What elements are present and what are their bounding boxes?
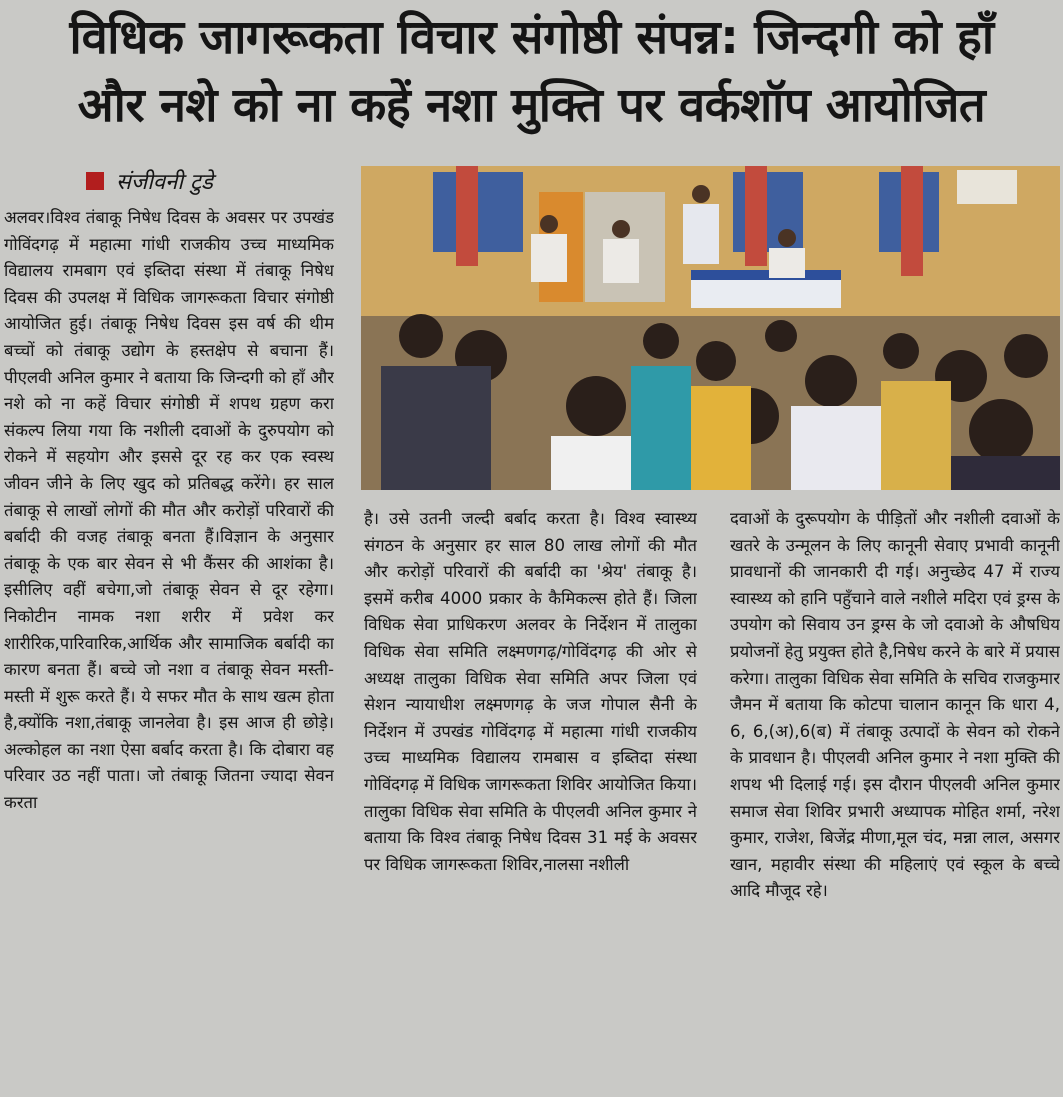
article-column-1: अलवर।विश्व तंबाकू निषेध दिवस के अवसर पर उपखंड गोविंदगढ़ में महात्मा गांधी राजकीय उच्च माध्यमिक विद्यालय रामबाग एवं इब्तिदा संस्था में तंबाकू निषेध दिवस की उपलक्ष में विधिक जागरूकता विचार संगोष्ठी आयोजित हुई। तंबाकू निषेध दिवस इस वर्ष की थीम बच्चों को तंबाकू उद्योग के हस्तक्षेप से बचाना हैं। पीएलवी अनिल कुमार ने बताया कि जिन्दगी को हाँ और नशे को ना कहें विचार संगोष्ठी में शपथ ग्रहण करा संकल्प लिया गया कि नशीली दवाओं के दुरुपयोग को रोकने में सहयोग और इससे दूर रह कर एक स्वस्थ जीवन जीने के लिए खुद को प्रतिबद्ध करेंगे। हर साल तंबाकू से लाखों लोगों की मौत और करोड़ों परिवारों की बर्बादी की वजह तंबाकू बनता हैं।विज्ञान के अनुसार तंबाकू के एक बार सेवन से भी कैंसर की आशंका है। इसीलिए वहीं बचेगा,जो तंबाकू सेवन से दूर रहेगा। निकोटीन नामक नशा शरीर में प्रवेश कर शारीरिक,पारिवारिक,आर्थिक और सामाजिक बर्बादी का कारण बनता हैं। बच्चे जो नशा व तंबाकू सेवन मस्ती-मस्ती में शुरू करते हैं। ये सफर मौत के साथ खत्म होता है,क्योंकि नशा,तंबाकू जानलेवा है। इस आज ही छोड़े। अल्कोहल का नशा ऐसा बर्बाद करता है। कि दोबारा वह परिवार उठ नहीं पाता। जो तंबाकू जितना ज्यादा सेवन करता — [4, 208, 334, 813]
headline-line-2: और नशे को ना कहें नशा मुक्ति पर वर्कशॉप आयोजित — [77, 78, 986, 133]
headline — [0, 0, 1063, 150]
article-column-3: दवाओं के दुरूपयोग के पीड़ितों और नशीली दवाओं के खतरे के उन्मूलन के लिए कानूनी सेवाए प्रभावी कानूनी प्रावधानों की जानकारी दी गई। अनुच्छेद 47 में राज्य स्वास्थ्य को हानि पहुँचाने वाले नशीले मदिरा एवं ड्रग्स के उपयोग को सिवाय उन ड्रग्स के जो दवाओ के औषधिय प्रयोजनों हेतु प्रयुक्त होते है,निषेध करने के बारे में प्रयास करेगा। तालुका विधिक सेवा समिति के सचिव राजकुमार जैमन में बताया कि कोटपा चालान कानून कि धारा 4, 6, 6,(अ),6(ब) में तंबाकू उत्पादों के सेवन को रोकने के प्रावधान है। पीएलवी अनिल कुमार ने नशा मुक्ति की शपथ भी दिलाई गई। इस दौरान पीएलवी अनिल कुमार समाज सेवा शिविर प्रभारी अध्यापक मोहित शर्मा, नरेश कुमार, राजेश, बिजेंद्र मीणा,मूल चंद, मन्ना लाल, असगर खान, महावीर संस्था की महिलाएं एवं स्कूल के बच्चे आदि मौजूद रहे। — [730, 509, 1060, 901]
event-photo — [361, 166, 1060, 490]
headline-line-1: विधिक जागरूकता विचार संगोष्ठी संपन्न: जिन्दगी को हाँ — [69, 10, 994, 65]
byline — [86, 166, 213, 196]
article-column-2: है। उसे उतनी जल्दी बर्बाद करता है। विश्व स्वास्थ्य संगठन के अनुसार हर साल 80 लाख लोगों की मौत और करोड़ों परिवारों की बर्बादी का 'श्रेय' तंबाकू है। इसमें करीब 4000 प्रकार के कैमिकल्स होते हैं। जिला विधिक सेवा प्राधिकरण अलवर के निर्देशन में तालुका विधिक सेवा समिति लक्ष्मणगढ़/गोविंदगढ़ की ओर से अध्यक्ष तालुका विधिक सेवा समिति अपर जिला एवं सेशन न्यायाधीश लक्ष्मणगढ़ के जज गोपाल सैनी के निर्देशन में उपखंड गोविंदगढ़ में महात्मा गांधी राजकीय उच्च माध्यमिक विद्यालय रामबास व इब्तिदा संस्था गोविंदगढ़ में विधिक जागरूकता शिविर आयोजित किया। तालुका विधिक सेवा समिति के पीएलवी अनिल कुमार ने बताया कि विश्व तंबाकू निषेध दिवस 31 मई के अवसर पर विधिक जागरूकता शिविर,नालसा नशीली — [364, 509, 697, 874]
red-square-icon — [86, 172, 104, 190]
photo-illustration — [361, 166, 1060, 490]
byline-source: संजीवनी टुडे — [116, 170, 213, 195]
